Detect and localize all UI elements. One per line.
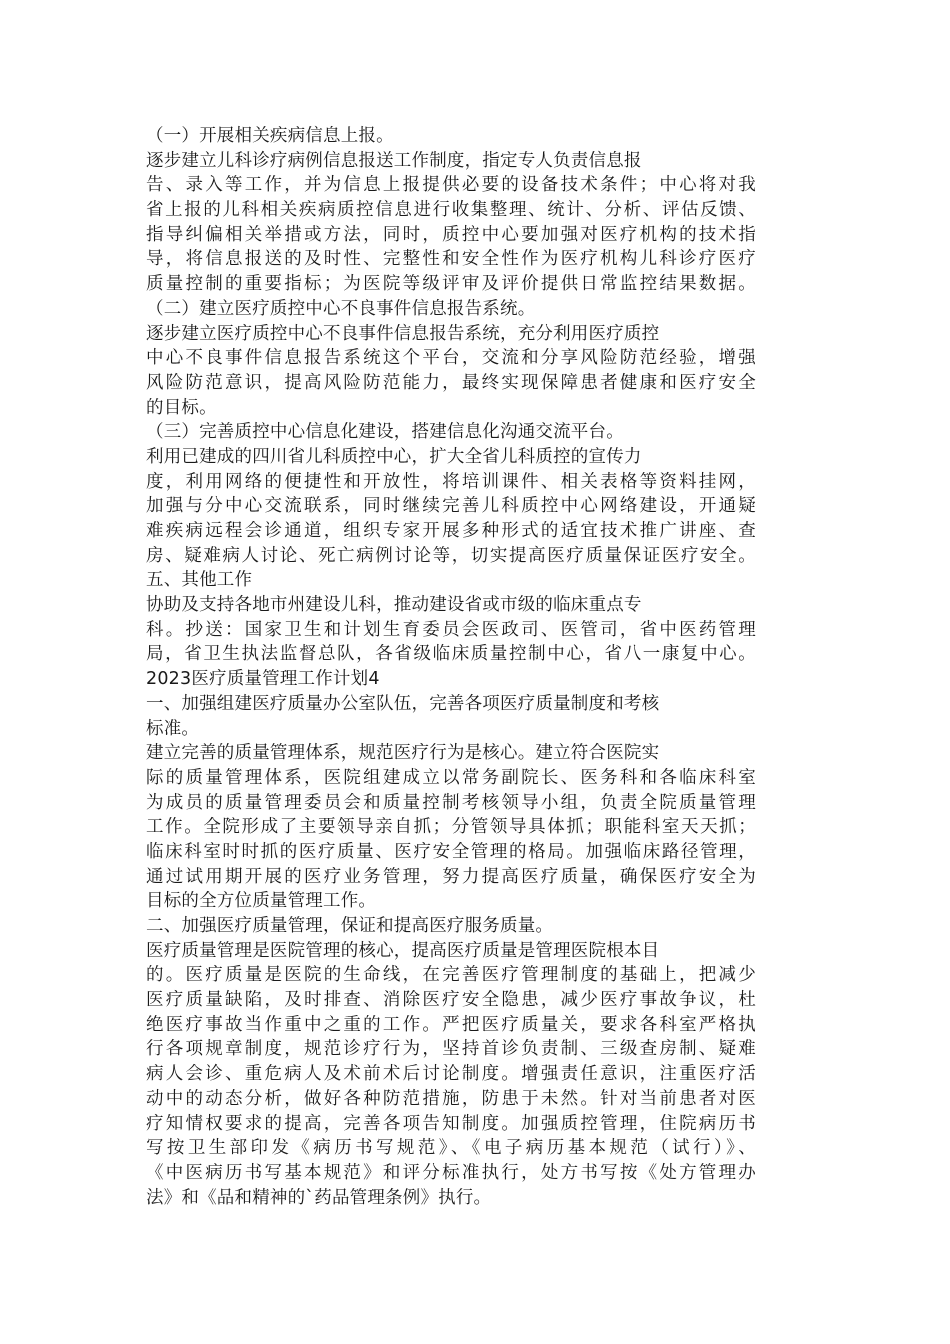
paragraph-line: 的。医疗质量是医院的生命线，在完善医疗管理制度的基础上，把减少 bbox=[146, 965, 756, 986]
paragraph-line: 《中医病历书写基本规范》和评分标准执行，处方书写按《处方管理办 bbox=[146, 1162, 756, 1183]
document-body bbox=[146, 124, 756, 1210]
section-heading: （一）开展相关疾病信息上报。 bbox=[146, 126, 394, 146]
paragraph-line: 度，利用网络的便捷性和开放性，将培训课件、相关表格等资料挂网， bbox=[146, 471, 756, 492]
paragraph-line: 指导纠偏相关举措或方法，同时，质控中心要加强对医疗机构的技术指 bbox=[146, 224, 756, 245]
paragraph-line: 逐步建立儿科诊疗病例信息报送工作制度，指定专人负责信息报 bbox=[146, 150, 642, 171]
paragraph-line: 局，省卫生执法监督总队，各省级临床质量控制中心，省八一康复中心。 bbox=[146, 644, 756, 665]
section-heading: 二、加强医疗质量管理，保证和提高医疗服务质量。 bbox=[146, 916, 554, 936]
paragraph-line: 际的质量管理体系，医院组建成立以常务副院长、医务科和各临床科室 bbox=[146, 767, 756, 788]
section-heading: 标准。 bbox=[146, 718, 200, 739]
paragraph-line: 绝医疗事故当作重中之重的工作。严把医疗质量关，要求各科室严格执 bbox=[146, 1014, 756, 1035]
paragraph-line: 医疗质量缺陷，及时排查、消除医疗安全隐患，减少医疗事故争议，杜 bbox=[146, 990, 756, 1011]
section-heading: （三）完善质控中心信息化建设，搭建信息化沟通交流平台。 bbox=[146, 422, 624, 443]
paragraph-line: 房、疑难病人讨论、死亡病例讨论等，切实提高医疗质量保证医疗安全。 bbox=[146, 545, 756, 566]
paragraph-line: 法》和《品和精神的`药品管理条例》执行。 bbox=[146, 1187, 492, 1208]
paragraph-line: 的目标。 bbox=[146, 397, 217, 418]
paragraph-line: 动中的动态分析，做好各种防范措施，防患于未然。针对当前患者对医 bbox=[146, 1088, 756, 1109]
paragraph-line: 利用已建成的四川省儿科质控中心，扩大全省儿科质控的宣传力 bbox=[146, 446, 642, 467]
paragraph-line: 告、录入等工作，并为信息上报提供必要的设备技术条件；中心将对我 bbox=[146, 175, 756, 196]
paragraph-line: 工作。全院形成了主要领导亲自抓；分管领导具体抓；职能科室天天抓； bbox=[146, 817, 756, 838]
section-heading: 五、其他工作 bbox=[146, 570, 253, 591]
paragraph-line: 医疗质量管理是医院管理的核心，提高医疗质量是管理医院根本目 bbox=[146, 940, 660, 961]
paragraph-line: 行各项规章制度，规范诊疗行为，坚持首诊负责制、三级查房制、疑难 bbox=[146, 1039, 756, 1060]
paragraph-line: 难疾病远程会诊通道，组织专家开展多种形式的适宜技术推广讲座、查 bbox=[146, 521, 756, 541]
paragraph-line: 病人会诊、重危病人及术前术后讨论制度。增强责任意识，注重医疗活 bbox=[146, 1064, 756, 1085]
paragraph-line: 通过试用期开展的医疗业务管理，努力提高医疗质量，确保医疗安全为 bbox=[146, 866, 756, 887]
section-heading: （二）建立医疗质控中心不良事件信息报告系统。 bbox=[146, 298, 536, 319]
paragraph-line: 逐步建立医疗质控中心不良事件信息报告系统，充分利用医疗质控 bbox=[146, 323, 660, 344]
paragraph-line: 加强与分中心交流联系，同时继续完善儿科质控中心网络建设，开通疑 bbox=[146, 496, 756, 517]
paragraph-line: 疗知情权要求的提高，完善各项告知制度。加强质控管理，住院病历书 bbox=[146, 1113, 756, 1134]
paragraph-line: 导，将信息报送的及时性、完整性和安全性作为医疗机构儿科诊疗医疗 bbox=[146, 249, 756, 270]
paragraph-line: 临床科室时时抓的医疗质量、医疗安全管理的格局。加强临床路径管理， bbox=[146, 841, 756, 862]
paragraph-line: 科。抄送：国家卫生和计划生育委员会医政司、医管司，省中医药管理 bbox=[146, 619, 756, 640]
paragraph-line: 目标的全方位质量管理工作。 bbox=[146, 891, 377, 912]
paragraph-line: 写按卫生部印发《病历书写规范》、《电子病历基本规范（试行）》、 bbox=[146, 1138, 756, 1159]
paragraph-line: 协助及支持各地市州建设儿科，推动建设省或市级的临床重点专 bbox=[146, 595, 642, 616]
paragraph-line: 中心不良事件信息报告系统这个平台，交流和分享风险防范经验，增强 bbox=[146, 348, 756, 369]
paragraph-line: 风险防范意识，提高风险防范能力，最终实现保障患者健康和医疗安全 bbox=[146, 372, 756, 393]
paragraph-line: 为成员的质量管理委员会和质量控制考核领导小组，负责全院质量管理 bbox=[146, 792, 756, 813]
document-title: 2023医疗质量管理工作计划4 bbox=[146, 669, 380, 690]
paragraph-line: 建立完善的质量管理体系，规范医疗行为是核心。建立符合医院实 bbox=[146, 743, 660, 764]
paragraph-line: 质量控制的重要指标；为医院等级评审及评价提供日常监控结果数据。 bbox=[146, 274, 756, 295]
section-heading: 一、加强组建医疗质量办公室队伍，完善各项医疗质量制度和考核 bbox=[146, 693, 660, 714]
paragraph-line: 省上报的儿科相关疾病质控信息进行收集整理、统计、分析、评估反馈、 bbox=[146, 200, 756, 221]
